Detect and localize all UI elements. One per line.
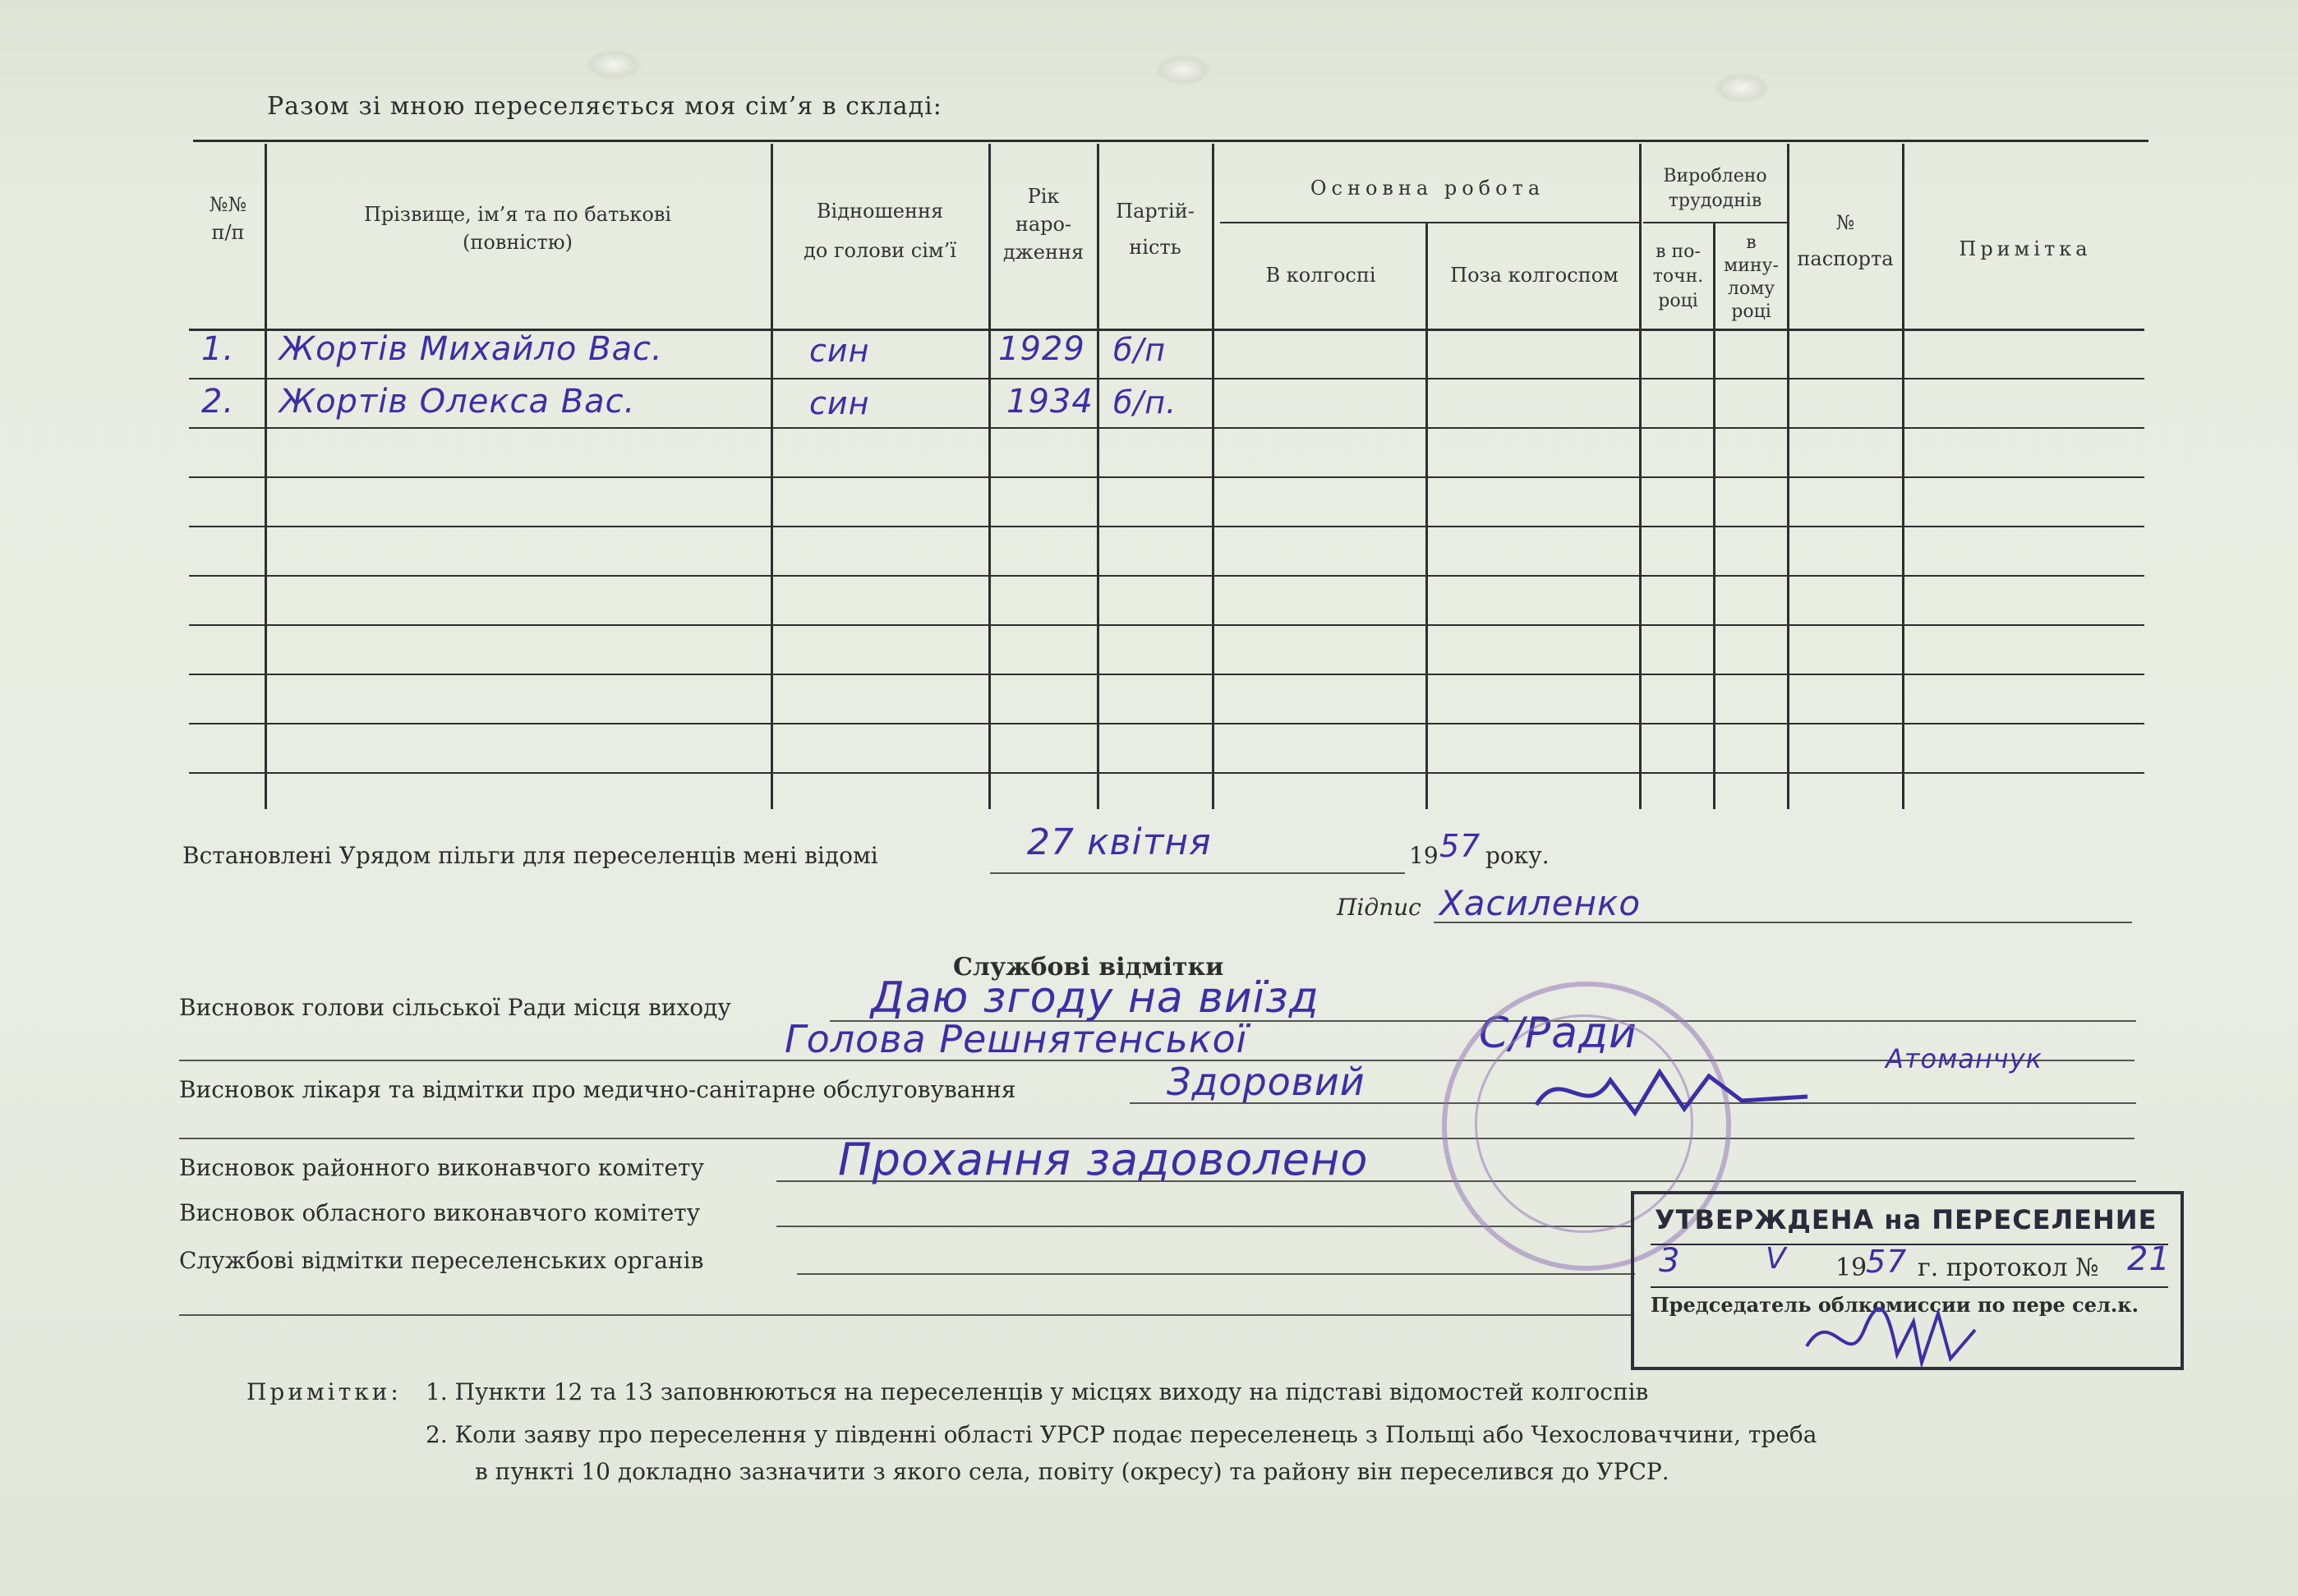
region-label: Висновок обласного виконавчого комітету	[179, 1199, 701, 1226]
header-year-1: Рік	[1027, 185, 1060, 208]
note-1: 1. Пункти 12 та 13 заповнюються на переселенців у місцях виходу на підставі відомостей колгоспів	[426, 1378, 1649, 1405]
row-party: б/п.	[1113, 384, 1177, 421]
approval-year-prefix: 19	[1835, 1253, 1867, 1282]
note-2a: 2. Коли заяву про переселення у південні області УРСР подає переселенець з Польщі або Чехословаччини, треба	[426, 1421, 1817, 1448]
privileges-label: Встановлені Урядом пільги для переселенців мені відомі	[182, 842, 878, 869]
header-work-outside: Поза колгоспом	[1450, 264, 1619, 287]
header-relation-2: до голови сім’ї	[804, 239, 956, 262]
approval-protocol-label: г. протокол №	[1918, 1253, 2099, 1282]
privileges-year-suffix: 57	[1439, 828, 1481, 864]
row-num: 2.	[201, 383, 235, 421]
district-value: Прохання задоволено	[838, 1134, 1369, 1185]
chair-signature	[1798, 1297, 1979, 1375]
header-year-2: наро-	[1015, 213, 1072, 236]
punch-hole	[1713, 72, 1771, 103]
punch-hole	[1154, 54, 1212, 85]
header-name-1: Прізвище, ім’я та по батькові	[363, 203, 672, 226]
header-party-1: Партій-	[1116, 200, 1195, 223]
privileges-date: 27 квітня	[1027, 821, 1212, 863]
note-2b: в пункті 10 докладно зазначити з якого села, повіту (окресу) та району він переселився до УРСР.	[475, 1458, 1669, 1485]
header-name-2: (повністю)	[463, 231, 573, 254]
header-workdays-current-1: в по-	[1656, 241, 1701, 262]
doctor-label: Висновок лікаря та відмітки про медично-санітарне обслуговування	[179, 1076, 1016, 1103]
punch-hole	[585, 49, 642, 80]
privileges-year-word: року.	[1485, 842, 1550, 869]
header-workdays-2: трудоднів	[1668, 191, 1762, 211]
row-name: Жортів Михайло Вас.	[279, 330, 663, 368]
header-workdays-current-2: точн.	[1652, 266, 1704, 287]
approval-protocol-num: 21	[2127, 1240, 2171, 1278]
signature-value: Хасиленко	[1439, 883, 1642, 923]
header-workdays-1: Вироблено	[1663, 166, 1767, 186]
approval-day: 3	[1659, 1242, 1681, 1280]
header-workdays-last-3: лому	[1727, 278, 1775, 299]
row-num: 1.	[201, 330, 235, 368]
doctor-signature	[1528, 1047, 1816, 1129]
village-label: Висновок голови сільської Ради місця виходу	[179, 994, 731, 1021]
header-workdays-last-4: році	[1731, 301, 1771, 322]
intro-text: Разом зі мною переселяється моя сім’я в складі:	[267, 92, 942, 121]
village-value-1: Даю згоду на виїзд	[871, 973, 1319, 1023]
official-title: Службові відмітки	[953, 953, 1224, 982]
header-year-3: дження	[1002, 241, 1085, 264]
approval-year-suffix: 57	[1866, 1244, 1908, 1280]
village-signer: Атоманчук	[1886, 1043, 2042, 1074]
header-main-work: Основна робота	[1310, 177, 1545, 200]
approval-chair-label: Председатель облкомиссии по пере сел.к.	[1651, 1293, 2139, 1317]
resettlement-label: Службові відмітки переселенських органів	[179, 1247, 704, 1274]
row-relation: син	[809, 385, 870, 421]
approval-title: УТВЕРЖДЕНА на ПЕРЕСЕЛЕНИЕ	[1655, 1204, 2158, 1235]
notes-label: Примітки:	[246, 1378, 402, 1405]
row-name: Жортів Олекса Вас.	[279, 383, 636, 421]
signature-label: Підпис	[1337, 894, 1421, 921]
row-party: б/п	[1113, 332, 1167, 368]
header-passport-1: №	[1835, 211, 1855, 234]
approval-month: V	[1766, 1242, 1787, 1276]
privileges-year-prefix: 19	[1409, 842, 1439, 869]
village-value-3: С/Ради	[1479, 1009, 1637, 1058]
header-num-1: №№	[209, 193, 247, 216]
header-relation-1: Відношення	[816, 200, 944, 223]
village-value-2: Голова Решнятенської	[785, 1017, 1248, 1061]
header-party-2: ність	[1129, 236, 1181, 259]
header-workdays-last-1: в	[1746, 232, 1757, 253]
header-workdays-last-2: мину-	[1724, 255, 1779, 276]
row-relation: син	[809, 333, 870, 369]
header-num-2: п/п	[211, 221, 245, 244]
row-year: 1934	[1006, 383, 1094, 421]
header-note: Примітка	[1959, 237, 2092, 260]
header-passport-2: паспорта	[1797, 247, 1894, 270]
header-work-kolhosp: В колгоспі	[1265, 264, 1376, 287]
header-workdays-current-3: році	[1658, 291, 1698, 311]
approval-stamp	[1631, 1191, 2184, 1370]
row-year: 1929	[998, 330, 1085, 368]
doctor-value: Здоровий	[1167, 1060, 1365, 1104]
district-label: Висновок районного виконавчого комітету	[179, 1154, 705, 1181]
